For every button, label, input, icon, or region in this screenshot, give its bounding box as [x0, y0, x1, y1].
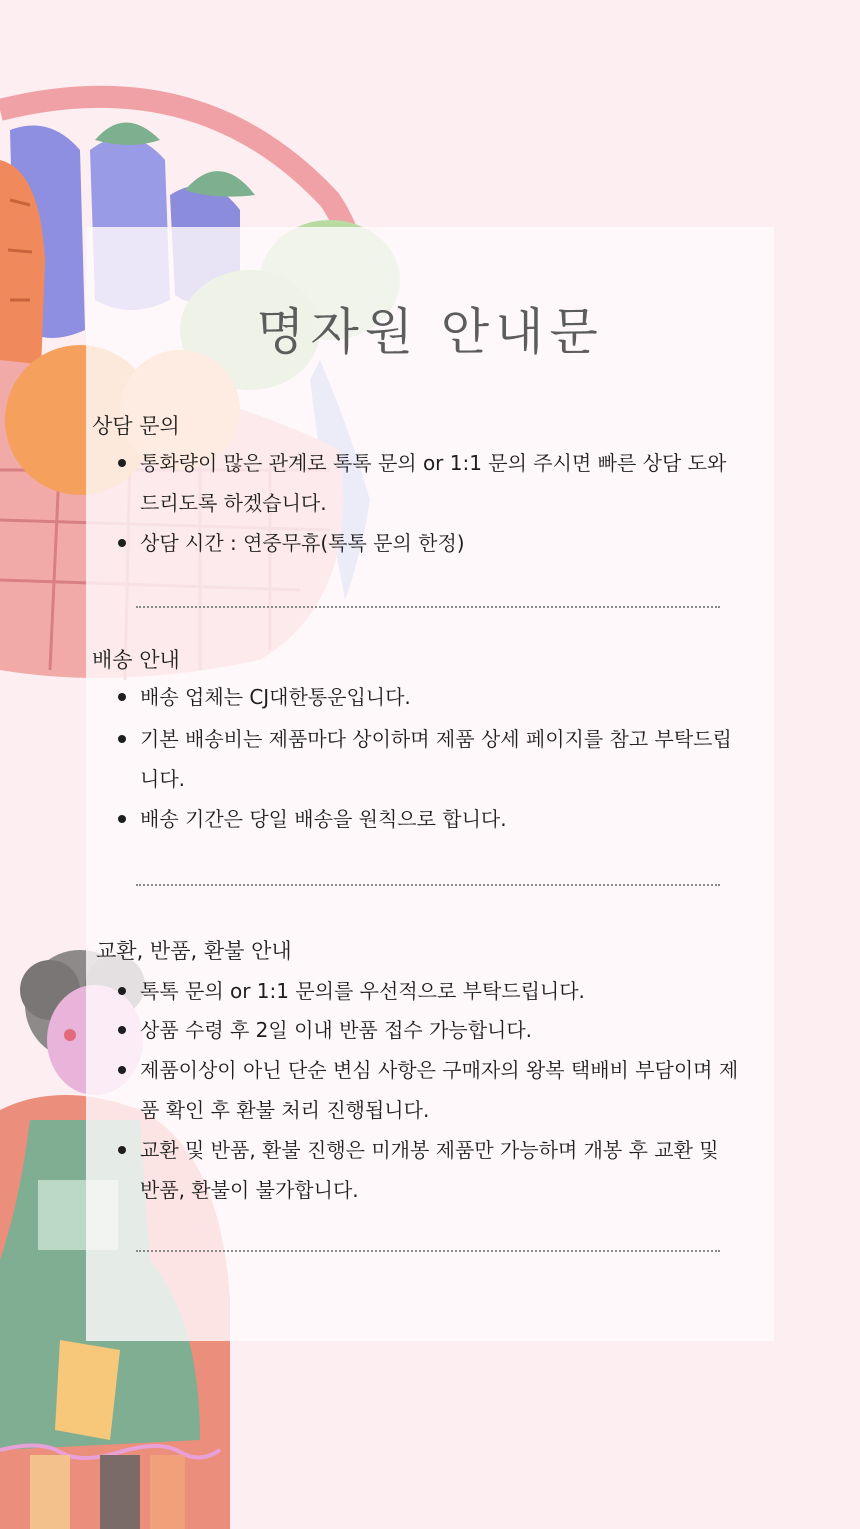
section-divider	[136, 884, 720, 886]
bullet-icon	[118, 539, 126, 547]
bullet-icon	[118, 693, 126, 701]
bullet-icon	[118, 1066, 126, 1074]
section-heading-exchange-return-refund: 교환, 반품, 환불 안내	[96, 939, 292, 963]
list-item: 기본 배송비는 제품마다 상이하며 제품 상세 페이지를 참고 부탁드립니다.	[140, 719, 740, 799]
list-item: 배송 기간은 당일 배송을 원칙으로 합니다.	[140, 799, 740, 839]
bullet-icon	[118, 1146, 126, 1154]
bullet-icon	[118, 815, 126, 823]
bullet-icon	[118, 735, 126, 743]
list-item: 제품이상이 아닌 단순 변심 사항은 구매자의 왕복 택배비 부담이며 제품 확인 후 환불 처리 진행됩니다.	[140, 1050, 740, 1130]
list-item: 상담 시간 : 연중무휴(톡톡 문의 한정)	[140, 523, 740, 563]
list-item: 배송 업체는 CJ대한통운입니다.	[140, 677, 740, 717]
list-item: 톡톡 문의 or 1:1 문의를 우선적으로 부탁드립니다.	[140, 971, 740, 1011]
bullet-icon	[118, 1026, 126, 1034]
list-item: 통화량이 많은 관계로 톡톡 문의 or 1:1 문의 주시면 빠른 상담 도와드리도록 하겠습니다.	[140, 443, 740, 523]
page-title: 명자원 안내문	[256, 303, 604, 361]
bullet-icon	[118, 987, 126, 995]
list-item: 교환 및 반품, 환불 진행은 미개봉 제품만 가능하며 개봉 후 교환 및 반품, 환불이 불가합니다.	[140, 1130, 740, 1210]
section-divider	[136, 1250, 720, 1252]
list-item: 상품 수령 후 2일 이내 반품 접수 가능합니다.	[140, 1010, 740, 1050]
section-divider	[136, 606, 720, 608]
section-heading-consultation: 상담 문의	[92, 414, 180, 438]
bullet-icon	[118, 459, 126, 467]
section-heading-shipping: 배송 안내	[92, 648, 180, 672]
